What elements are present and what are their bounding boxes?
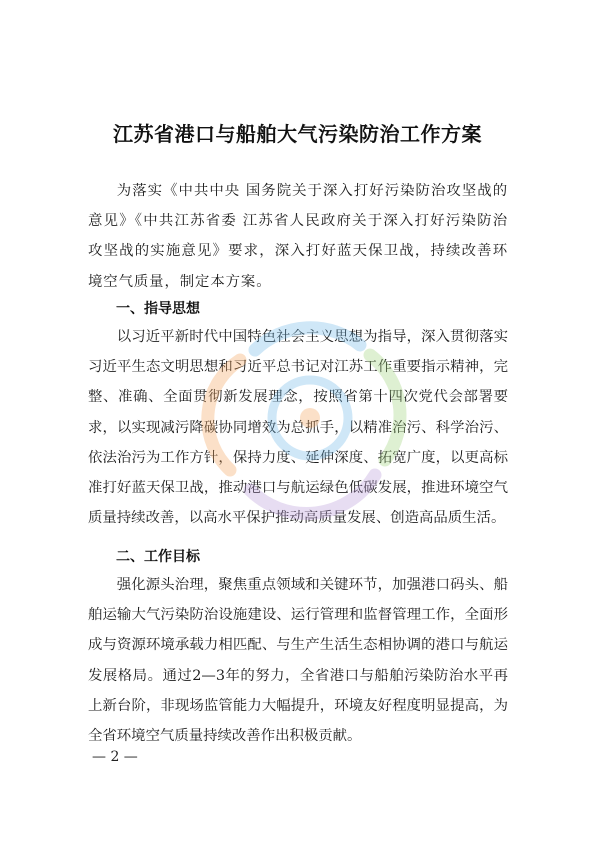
section-1-heading-block: [88, 294, 508, 324]
section-1-block: [88, 322, 508, 533]
intro-paragraph: 为落实《中共中央 国务院关于深入打好污染防治攻坚战的意见》《中共江苏省委 江苏省人民政府关于深入打好污染防治攻坚战的实施意见》要求，深入打好蓝天保卫战，持续改善环境空气质量，制定本方案。: [88, 183, 508, 290]
section-1-paragraph: 以习近平新时代中国特色社会主义思想为指导，深入贯彻落实习近平生态文明思想和习近平总书记对江苏工作重要指示精神，完整、准确、全面贯彻新发展理念，按照省第十四次党代会部署要求，以实现减污降碳协同增效为总抓手，以精准治污、科学治污、依法治污为工作方针，保持力度、延伸深度、拓宽广度，以更高标准打好蓝天保卫战，推动港口与航运绿色低碳发展，推进环境空气质量持续改善，以高水平保护推动高质量发展、创造高品质生活。: [88, 329, 508, 527]
intro-block: [88, 176, 508, 297]
section-2-block: [88, 570, 508, 751]
section-2-heading: 二、工作目标: [116, 549, 200, 565]
page-number: — 2 —: [92, 749, 138, 765]
section-2-heading-block: [88, 542, 508, 572]
document-title: 江苏省港口与船舶大气污染防治工作方案: [113, 122, 482, 146]
section-1-heading: 一、指导思想: [116, 301, 200, 317]
section-2-paragraph: 强化源头治理，聚焦重点领域和关键环节，加强港口码头、船舶运输大气污染防治设施建设、运行管理和监督管理工作，全面形成与资源环境承载力相匹配、与生产生活生态相协调的港口与航运发展格局。通过2—3年的努力，全省港口与船舶污染防治水平再上新台阶，非现场监管能力大幅提升，环境友好程度明显提高，为全省环境空气质量持续改善作出积极贡献。: [88, 577, 508, 745]
